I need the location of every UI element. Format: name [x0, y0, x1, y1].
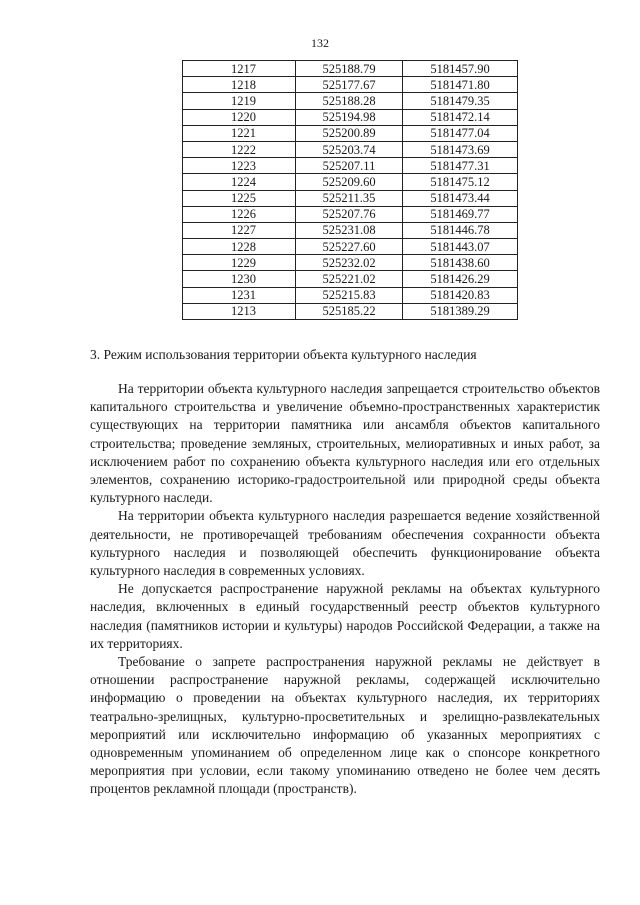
point-number-cell: 1228: [183, 239, 296, 255]
x-coordinate-cell: 525209.60: [296, 174, 403, 190]
point-number-cell: 1229: [183, 255, 296, 271]
y-coordinate-cell: 5181457.90: [403, 61, 518, 77]
y-coordinate-cell: 5181469.77: [403, 206, 518, 222]
x-coordinate-cell: 525232.02: [296, 255, 403, 271]
y-coordinate-cell: 5181389.29: [403, 303, 518, 319]
x-coordinate-cell: 525188.28: [296, 93, 403, 109]
point-number-cell: 1222: [183, 141, 296, 157]
x-coordinate-cell: 525215.83: [296, 287, 403, 303]
paragraph-advertising-exception: Требование о запрете распространения наружной рекламы не действует в отношении распространение наружной рекламы, содержащей исключительно информацию о проведении на объектах культурного наследия, их территориях театрально-зрелищных, культурно-просветительных и зрелищно-развлекательных мероприятий или исключительно информацию об указанных мероприятиях с одновременным упоминанием об определенном лице как о спонсоре конкретного мероприятия при условии, если такому упоминанию отведено не более чем десять процентов рекламной площади (пространств).: [90, 654, 600, 797]
x-coordinate-cell: 525188.79: [296, 61, 403, 77]
y-coordinate-cell: 5181443.07: [403, 239, 518, 255]
table-row: [183, 222, 518, 238]
point-number-cell: 1226: [183, 206, 296, 222]
page-number: 132: [311, 36, 329, 50]
y-coordinate-cell: 5181473.44: [403, 190, 518, 206]
y-coordinate-cell: 5181477.04: [403, 125, 518, 141]
x-coordinate-cell: 525221.02: [296, 271, 403, 287]
table-row: [183, 190, 518, 206]
table-row: [183, 303, 518, 319]
y-coordinate-cell: 5181438.60: [403, 255, 518, 271]
y-coordinate-cell: 5181473.69: [403, 141, 518, 157]
point-number-cell: 1218: [183, 77, 296, 93]
y-coordinate-cell: 5181477.31: [403, 158, 518, 174]
y-coordinate-cell: 5181479.35: [403, 93, 518, 109]
paragraph-permitted-activity: На территории объекта культурного наследия разрешается ведение хозяйственной деятельности, не противоречащей требованиям обеспечения сохранности объекта культурного наследия и позволяющей обеспечить функционирование объекта культурного наследия в современных условиях.: [90, 508, 600, 579]
paragraph-prohibition: На территории объекта культурного наследия запрещается строительство объектов капитального строительства и увеличение объемно-пространственных характеристик существующих на территории памятника или ансамбля объектов капитального строительства; проведение земляных, строительных, мелиоративных и иных работ, за исключением работ по сохранению объекта культурного наследия или его отдельных элементов, сохранению историко-градостроительной или природной среды объекта культурного наследи.: [90, 381, 600, 506]
x-coordinate-cell: 525207.11: [296, 158, 403, 174]
x-coordinate-cell: 525211.35: [296, 190, 403, 206]
x-coordinate-cell: 525200.89: [296, 125, 403, 141]
point-number-cell: 1227: [183, 222, 296, 238]
table-row: [183, 77, 518, 93]
table-row: [183, 206, 518, 222]
table-row: [183, 93, 518, 109]
y-coordinate-cell: 5181475.12: [403, 174, 518, 190]
table-row: [183, 125, 518, 141]
point-number-cell: 1220: [183, 109, 296, 125]
x-coordinate-cell: 525177.67: [296, 77, 403, 93]
body-text: [90, 380, 600, 799]
table-row: [183, 239, 518, 255]
table-row: [183, 174, 518, 190]
table-row: [183, 158, 518, 174]
point-number-cell: 1225: [183, 190, 296, 206]
table-row: [183, 141, 518, 157]
table-row: [183, 271, 518, 287]
paragraph-advertising-ban: Не допускается распространение наружной рекламы на объектах культурного наследия, включенных в единый государственный реестр объектов культурного наследия (памятников истории и культуры) народов Российской Федерации, а также на их территориях.: [90, 581, 600, 651]
y-coordinate-cell: 5181471.80: [403, 77, 518, 93]
x-coordinate-cell: 525207.76: [296, 206, 403, 222]
point-number-cell: 1223: [183, 158, 296, 174]
x-coordinate-cell: 525185.22: [296, 303, 403, 319]
point-number-cell: 1213: [183, 303, 296, 319]
point-number-cell: 1224: [183, 174, 296, 190]
x-coordinate-cell: 525194.98: [296, 109, 403, 125]
x-coordinate-cell: 525203.74: [296, 141, 403, 157]
table-row: [183, 255, 518, 271]
y-coordinate-cell: 5181420.83: [403, 287, 518, 303]
y-coordinate-cell: 5181426.29: [403, 271, 518, 287]
x-coordinate-cell: 525231.08: [296, 222, 403, 238]
y-coordinate-cell: 5181472.14: [403, 109, 518, 125]
point-number-cell: 1217: [183, 61, 296, 77]
point-number-cell: 1221: [183, 125, 296, 141]
point-number-cell: 1230: [183, 271, 296, 287]
coordinates-table: [182, 60, 518, 320]
table-row: [183, 109, 518, 125]
table-row: [183, 61, 518, 77]
coordinates-table-body: [183, 61, 518, 320]
point-number-cell: 1231: [183, 287, 296, 303]
section-title: 3. Режим использования территории объекта культурного наследия: [90, 347, 477, 362]
point-number-cell: 1219: [183, 93, 296, 109]
table-row: [183, 287, 518, 303]
x-coordinate-cell: 525227.60: [296, 239, 403, 255]
y-coordinate-cell: 5181446.78: [403, 222, 518, 238]
